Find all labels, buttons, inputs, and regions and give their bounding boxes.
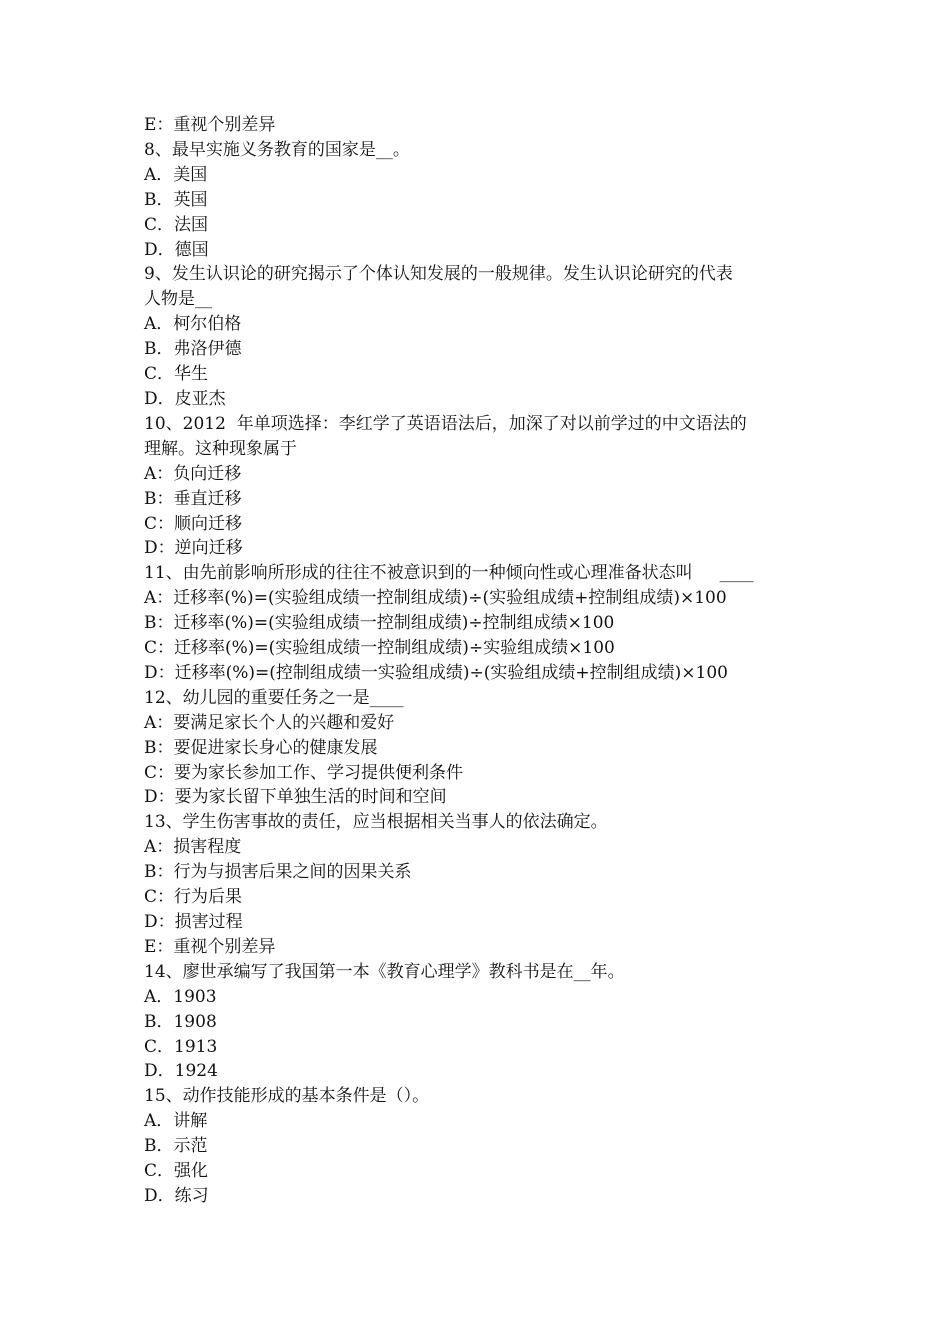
question-8-stem: 8、最早实施义务教育的国家是__。 — [144, 139, 410, 160]
option-line: B：要促进家长身心的健康发展 — [144, 737, 378, 758]
question-12-stem: 12、幼儿园的重要任务之一是____ — [144, 687, 404, 708]
text-line: E：重视个别差异 — [144, 115, 276, 135]
option-line: B．英国 — [144, 189, 208, 210]
option-line: C．法国 — [144, 214, 209, 235]
question-13-stem: 13、学生伤害事故的责任，应当根据相关当事人的依法确定。 — [144, 812, 608, 833]
option-line: C．强化 — [144, 1161, 209, 1182]
option-line: C．1913 — [144, 1036, 218, 1057]
question-9-stem: 9、发生认识论的研究揭示了个体认知发展的一般规律。发生认识论研究的代表 — [144, 264, 733, 285]
option-line: B．示范 — [144, 1136, 208, 1157]
option-line: A：负向迁移 — [144, 463, 242, 484]
question-15-stem: 15、动作技能形成的基本条件是（）。 — [144, 1086, 430, 1107]
question-14-stem: 14、廖世承编写了我国第一本《教育心理学》教科书是在__年。 — [144, 961, 625, 982]
option-line: A：损害程度 — [144, 837, 242, 858]
option-line: B．1908 — [144, 1011, 217, 1032]
option-line: D．练习 — [144, 1185, 209, 1206]
question-11-stem: 11、由先前影响所形成的往往不被意识到的一种倾向性或心理准备状态叫 ____ — [144, 563, 754, 584]
option-line: A．讲解 — [144, 1111, 208, 1132]
option-line: C：行为后果 — [144, 887, 243, 908]
option-line: D．1924 — [144, 1061, 218, 1082]
option-line: D．德国 — [144, 239, 209, 260]
option-line: A．1903 — [144, 986, 217, 1007]
option-line: C：顺向迁移 — [144, 513, 243, 534]
option-line: D：迁移率(%)=(控制组成绩一实验组成绩)÷(实验组成绩+控制组成绩)×100 — [144, 662, 729, 683]
option-line: A．美国 — [144, 164, 208, 185]
option-line: C：迁移率(%)=(实验组成绩一控制组成绩)÷实验组成绩×100 — [144, 638, 615, 659]
option-line: D．皮亚杰 — [144, 388, 226, 409]
question-list — [144, 113, 814, 1209]
option-line: B：迁移率(%)=(实验组成绩一控制组成绩)÷控制组成绩×100 — [144, 613, 615, 634]
option-line: D：损害过程 — [144, 912, 243, 932]
question-9-stem-cont: 人物是__ — [144, 289, 212, 310]
question-10-stem: 10、2012 年单项选择：李红学了英语语法后，加深了对以前学过的中文语法的 — [144, 413, 747, 434]
option-line: A：迁移率(%)=(实验组成绩一控制组成绩)÷(实验组成绩+控制组成绩)×100 — [144, 588, 727, 609]
option-line: D：要为家长留下单独生活的时间和空间 — [144, 787, 447, 808]
option-line: D：逆向迁移 — [144, 538, 243, 559]
option-line: B：垂直迁移 — [144, 488, 242, 509]
option-line: C．华生 — [144, 364, 209, 385]
option-line: A：要满足家长个人的兴趣和爱好 — [144, 712, 395, 733]
question-10-stem-cont: 理解。这种现象属于 — [144, 438, 297, 459]
option-line: A．柯尔伯格 — [144, 314, 242, 335]
option-line: B．弗洛伊德 — [144, 339, 242, 360]
option-line: C：要为家长参加工作、学习提供便利条件 — [144, 762, 464, 783]
option-line: B：行为与损害后果之间的因果关系 — [144, 862, 412, 883]
option-line: E：重视个别差异 — [144, 936, 276, 957]
